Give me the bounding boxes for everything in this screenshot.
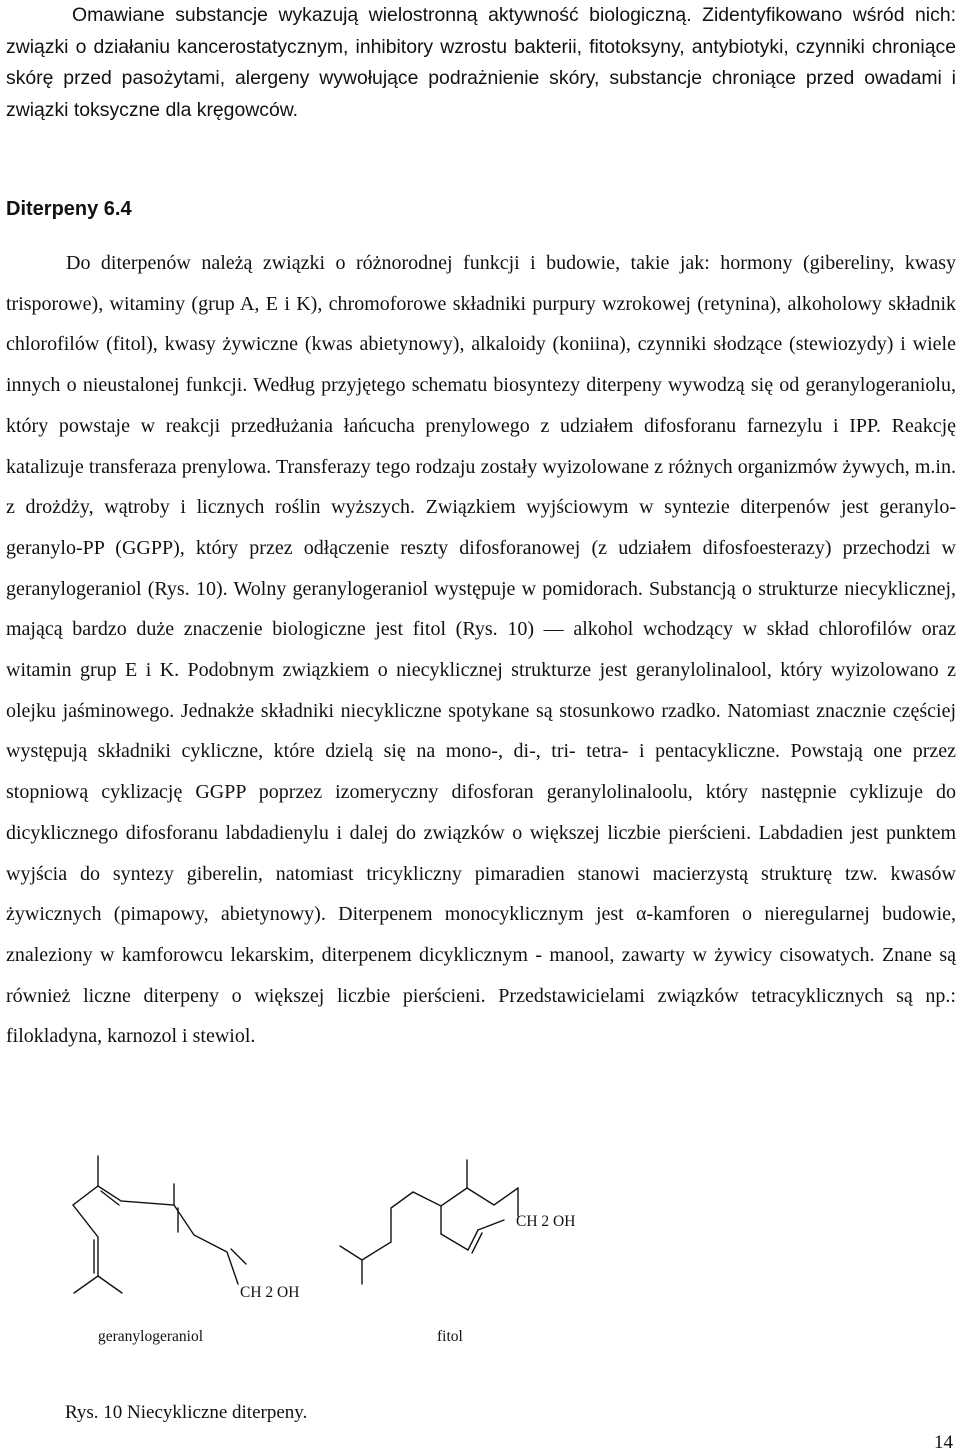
- geranylogeraniol-name: geranylogeraniol: [98, 1328, 204, 1345]
- fitol-group-label: CH 2 OH: [516, 1213, 576, 1230]
- geranylogeraniol-group-label: CH 2 OH: [240, 1284, 300, 1301]
- fitol-skeleton: [340, 1160, 518, 1284]
- figure-acyclic-diterpenes: [0, 1148, 960, 1368]
- intro-paragraph: Omawiane substancje wykazują wielostronną aktywność biologiczną. Zidentyfikowano wśród nich: związki o działaniu kancerostatycznym, inhibitory wzrostu bakterii, fitotoksyny, antybiotyki, czynniki chroniące skórę przed pasożytami, alergeny wywołujące podrażnienie skóry, substancje chroniące przed owadami i związki toksyczne dla kręgowców.: [6, 4, 956, 121]
- figure-caption: Rys. 10 Niecykliczne diterpeny.: [65, 1402, 308, 1423]
- page-number: 14: [934, 1432, 953, 1453]
- main-paragraph: Do diterpenów należą związki o różnorodnej funkcji i budowie, takie jak: hormony (gibereliny, kwasy trisporowe), witaminy (grup A, E i K), chromoforowe składniki purpury wzrokowej (retynina), alkoholowy składnik chlorofilów (fitol), kwasy żywiczne (kwas abietynowy), alkaloidy (koniina), czynniki słodzące (stewiozydy) i wiele innych o nieustalonej funkcji. Według przyjętego schematu biosyntezy diterpeny wywodzą się od geranylogeraniolu, który powstaje w reakcji przedłużania łańcucha prenylowego z udziałem difosforanu farnezylu i IPP. Reakcję katalizuje transferaza prenylowa. Transferazy tego rodzaju zostały wyizolowane z różnych organizmów żywych, m.in. z drożdży, wątroby i licznych roślin wyższych. Związkiem wyjściowym w syntezie diterpenów jest geranylo-geranylo-PP (GGPP), który przez odłączenie reszty difosforanowej (z udziałem difosfoesterazy) przechodzi w geranylogeraniol (Rys. 10). Wolny geranylogeraniol występuje w pomidorach. Substancją o strukturze niecyklicznej, mającą bardzo duże znaczenie biologiczne jest fitol (Rys. 10) — alkohol wchodzący w skład chlorofilów oraz witamin grup E i K. Podobnym związkiem o niecyklicznej strukturze jest geranylolinalool, który wyizolowano z olejku jaśminowego. Jednakże składniki niecykliczne spotykane są stosunkowo rzadko. Natomiast znacznie częściej występują składniki cykliczne, które dzielą się na mono-, di-, tri- tetra- i pentacykliczne. Powstają one przez stopniową cyklizację GGPP poprzez izomeryczny difosforan geranylolinaloolu, który następnie cyklizuje do dicyklicznego difosforanu labdadienylu i dalej do związków o większej liczbie pierścieni. Labdadien jest punktem wyjścia do syntezy giberelin, natomiast tricykliczny pimaradien stanowi macierzystą strukturę tzw. kwasów żywicznych (pimapowy, abietynowy). Diterpenem monocyklicznym jest α-kamforen o nieregularnej budowie, znaleziony w kamforowcu lekarskim, diterpenem dicyklicznym - manool, zawarty w żywicy cisowatych. Znane są również liczne diterpeny o większej liczbie pierścieni. Przedstawicielami związków tetracyklicznych są np.: filokladyna, karnozol i stewiol.: [6, 252, 956, 1048]
- section-heading: Diterpeny 6.4: [6, 198, 132, 220]
- geranylogeraniol-skeleton: [73, 1156, 246, 1293]
- fitol-name: fitol: [437, 1328, 463, 1345]
